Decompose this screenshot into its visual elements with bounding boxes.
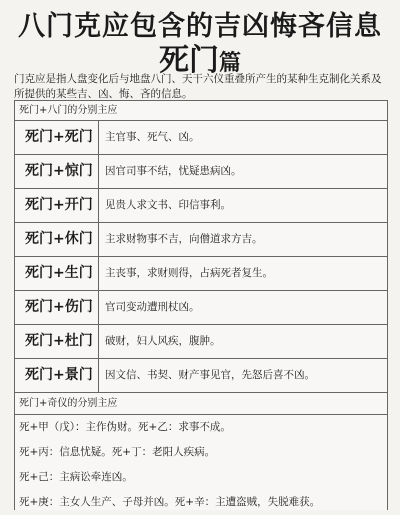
row-label: 死门+休门: [15, 223, 99, 256]
table-row: [15, 189, 387, 223]
intro-paragraph: 门克应是指人盘变化后与地盘八门、天干六仪重叠所产生的某种生克制化关系及所提供的某些吉、凶、悔、吝的信息。: [14, 73, 382, 100]
row-description: 因官司事不结，忧疑患病凶。: [105, 165, 242, 177]
page-title: 八门克应包含的吉凶悔吝信息: [18, 11, 382, 42]
row-label: 死门+死门: [15, 121, 99, 154]
section-heading-stems: 死门+奇仪的分别主应: [15, 393, 387, 415]
subtitle-text: 死门: [158, 43, 219, 78]
subtitle-suffix: 篇: [218, 50, 241, 76]
content-table: [14, 100, 388, 510]
list-item: 死+庚：主女人生产、子母并凶。死+辛：主遭盗贼，失脱难获。: [19, 496, 321, 508]
row-description: 因文信、书契、财产事见官，先怒后喜不凶。: [105, 369, 315, 381]
row-label: 死门+开门: [15, 189, 99, 222]
table-row: [15, 291, 387, 325]
row-label: 死门+生门: [15, 257, 99, 290]
table-row: [15, 155, 387, 189]
row-label: 死门+景门: [15, 359, 99, 392]
row-label: 死门+伤门: [15, 291, 99, 324]
table-row: [15, 223, 387, 257]
list-item: 死+甲（戊）：主作伪财。死+乙：求事不成。: [19, 421, 231, 433]
table-row: [15, 325, 387, 359]
row-description: 官司变动遭刑杖凶。: [105, 301, 200, 313]
table-row: [15, 359, 387, 393]
list-item: 死+丙：信息忧疑。死+丁：老阳人疾病。: [19, 446, 216, 458]
table-row: [15, 257, 387, 291]
list-item: 死+己：主病讼牵连凶。: [19, 471, 133, 483]
row-description: 主丧事，求财则得，占病死者复生。: [105, 267, 273, 279]
section-heading-gates: 死门+八门的分别主应: [15, 101, 387, 121]
row-description: 主官事、死气、凶。: [105, 131, 200, 143]
row-label: 死门+杜门: [15, 325, 99, 358]
row-description: 见贵人求文书、印信事利。: [105, 199, 231, 211]
table-row: [15, 121, 387, 155]
row-description: 破财，妇人风疾，腹肿。: [105, 335, 221, 347]
row-description: 主求财物事不吉，向僧道求方吉。: [105, 233, 263, 245]
row-label: 死门+惊门: [15, 155, 99, 188]
